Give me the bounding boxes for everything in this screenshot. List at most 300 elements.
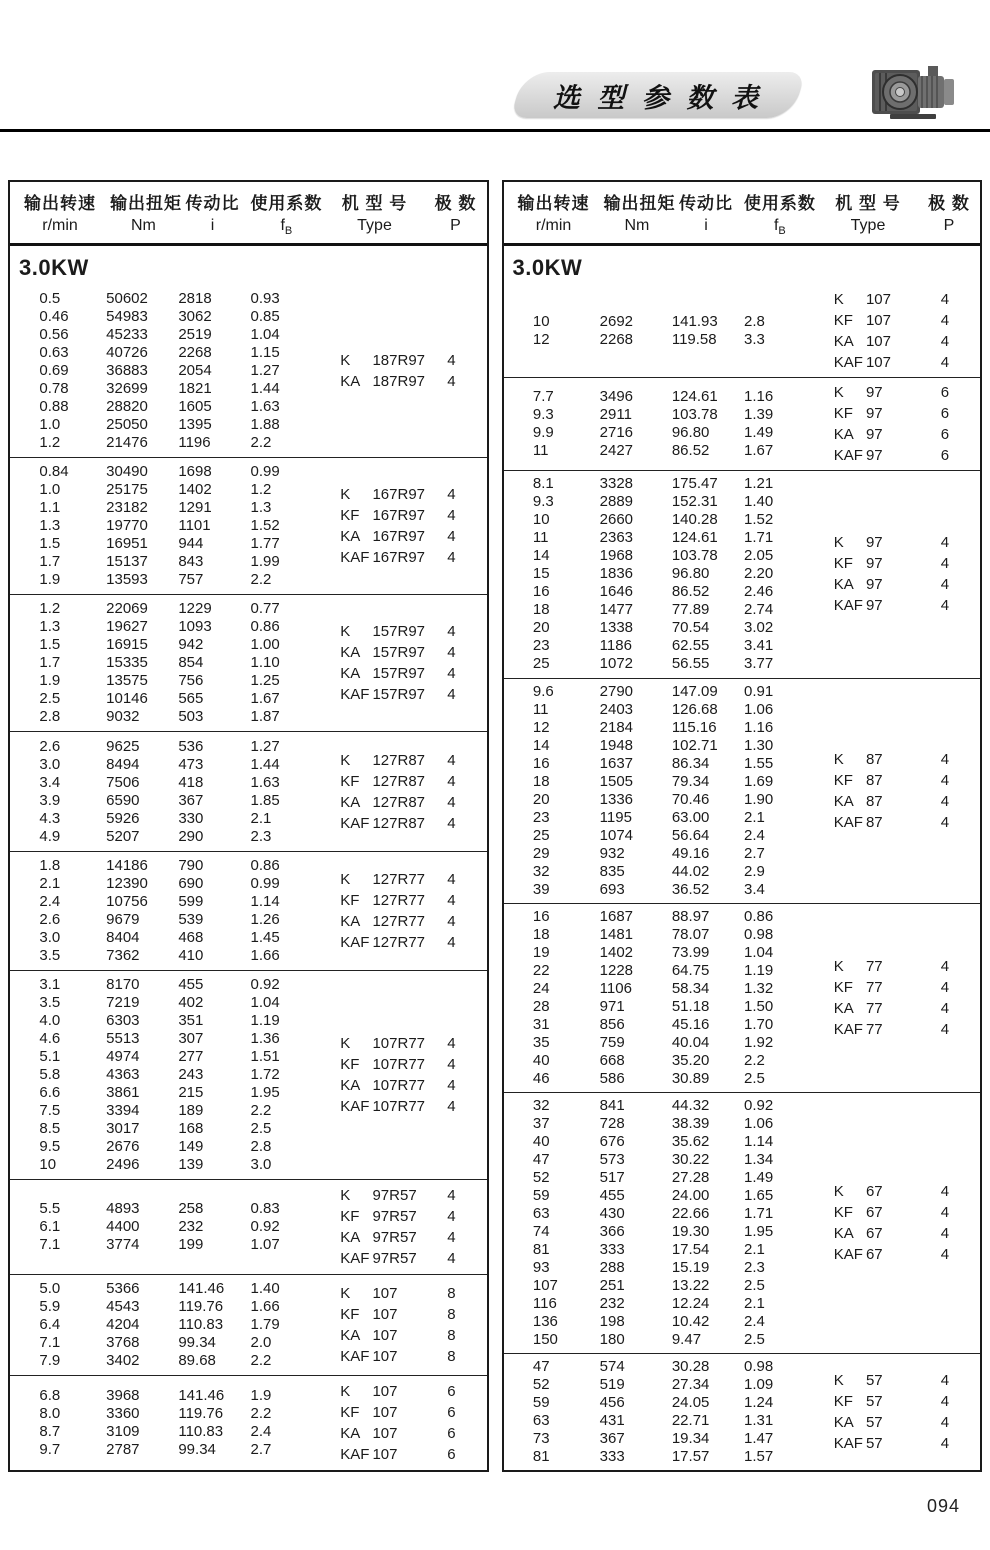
service-factor-cell: 1.87 bbox=[250, 708, 280, 726]
torque-cell: 1338 bbox=[599, 619, 634, 637]
ratio-cell: 88.97 bbox=[671, 907, 710, 925]
type-row bbox=[834, 331, 980, 352]
type-row bbox=[340, 1054, 486, 1075]
service-factor-cell: 0.99 bbox=[250, 463, 280, 481]
speed-cell: 31 bbox=[532, 1015, 550, 1033]
ratio-cell: 418 bbox=[178, 773, 204, 791]
ratio-cell: 58.34 bbox=[671, 979, 710, 997]
type-model: 87 bbox=[865, 792, 883, 810]
type-prefix: KF bbox=[340, 891, 360, 909]
type-rows bbox=[834, 1181, 980, 1265]
type-prefix: KAF bbox=[340, 1347, 370, 1365]
type-model: 107 bbox=[372, 1445, 398, 1463]
service-factor-cell: 0.99 bbox=[250, 874, 280, 892]
ratio-cell: 30.22 bbox=[671, 1150, 710, 1168]
speed-cell: 7.5 bbox=[39, 1101, 61, 1119]
type-prefix: KA bbox=[833, 999, 854, 1017]
torque-cell: 8404 bbox=[106, 928, 140, 946]
speed-cell: 59 bbox=[532, 1186, 550, 1204]
power-label: 3.0KW bbox=[19, 255, 89, 281]
type-prefix: KAF bbox=[340, 814, 370, 832]
service-factor-cell: 2.2 bbox=[250, 434, 272, 452]
type-row bbox=[340, 663, 486, 684]
service-factor-cell: 1.09 bbox=[744, 1375, 774, 1393]
torque-cell: 3017 bbox=[106, 1119, 140, 1137]
type-row bbox=[834, 310, 980, 331]
data-row bbox=[39, 1048, 340, 1066]
torque-cell: 16951 bbox=[106, 535, 148, 553]
type-name bbox=[834, 749, 910, 770]
speed-cell: 1.8 bbox=[39, 856, 61, 874]
speed-cell: 1.7 bbox=[39, 654, 61, 672]
type-prefix: KA bbox=[833, 333, 854, 351]
type-row bbox=[834, 998, 980, 1019]
column-header-speed bbox=[504, 189, 604, 237]
torque-cell: 25050 bbox=[106, 416, 148, 434]
data-row bbox=[39, 893, 340, 911]
service-factor-cell: 2.2 bbox=[250, 1404, 272, 1422]
type-rows bbox=[340, 869, 486, 953]
torque-cell: 932 bbox=[599, 844, 625, 862]
torque-cell: 668 bbox=[599, 1051, 625, 1069]
torque-cell: 574 bbox=[599, 1357, 625, 1375]
torque-cell: 16915 bbox=[106, 636, 148, 654]
speed-cell: 5.9 bbox=[39, 1297, 61, 1315]
speed-cell: 7.1 bbox=[39, 1235, 61, 1253]
type-row bbox=[834, 532, 980, 553]
torque-cell: 6303 bbox=[106, 1011, 140, 1029]
torque-cell: 4543 bbox=[106, 1297, 140, 1315]
speed-cell: 8.7 bbox=[39, 1422, 61, 1440]
ratio-cell: 539 bbox=[178, 910, 204, 928]
data-row bbox=[39, 756, 340, 774]
type-model: 77 bbox=[865, 1020, 883, 1038]
speed-cell: 10 bbox=[39, 1155, 57, 1173]
torque-cell: 1402 bbox=[599, 943, 634, 961]
type-prefix: KAF bbox=[340, 933, 370, 951]
data-row bbox=[533, 701, 834, 719]
data-row bbox=[533, 655, 834, 673]
torque-cell: 2268 bbox=[599, 331, 634, 349]
service-factor-cell: 1.19 bbox=[744, 961, 774, 979]
service-factor-cell: 1.32 bbox=[744, 979, 774, 997]
service-factor-cell: 1.66 bbox=[250, 946, 280, 964]
speed-cell: 23 bbox=[532, 808, 550, 826]
type-prefix: K bbox=[340, 751, 351, 769]
torque-cell: 366 bbox=[599, 1222, 625, 1240]
power-label: 3.0KW bbox=[512, 255, 583, 281]
column-header-cn: 输出转速 bbox=[24, 194, 97, 213]
type-rows bbox=[340, 1033, 486, 1117]
torque-cell: 45233 bbox=[106, 326, 148, 344]
ratio-cell: 243 bbox=[178, 1065, 204, 1083]
ratio-cell: 73.99 bbox=[671, 943, 710, 961]
type-prefix: K bbox=[833, 750, 844, 768]
type-model: 167R97 bbox=[372, 507, 425, 525]
type-row bbox=[834, 956, 980, 977]
type-rows bbox=[340, 484, 486, 568]
torque-cell: 28820 bbox=[106, 398, 148, 416]
selection-tables bbox=[8, 180, 982, 1472]
type-prefix: K bbox=[833, 1182, 844, 1200]
type-name bbox=[834, 1181, 910, 1202]
type-name bbox=[340, 869, 425, 890]
type-model: 187R97 bbox=[372, 373, 425, 391]
speed-cell: 2.6 bbox=[39, 737, 61, 755]
poles-cell: 4 bbox=[447, 1097, 456, 1115]
speed-cell: 2.4 bbox=[39, 892, 61, 910]
data-row bbox=[533, 565, 834, 583]
type-prefix: KA bbox=[340, 528, 361, 546]
type-prefix: KF bbox=[340, 1403, 360, 1421]
ratio-cell: 1605 bbox=[178, 398, 212, 416]
type-row bbox=[340, 750, 486, 771]
type-model: 107 bbox=[372, 1284, 398, 1302]
service-factor-cell: 2.1 bbox=[744, 1294, 765, 1312]
torque-cell: 36883 bbox=[106, 362, 148, 380]
type-name bbox=[834, 1244, 910, 1265]
data-row bbox=[39, 636, 340, 654]
torque-cell: 430 bbox=[599, 1204, 625, 1222]
torque-cell: 15137 bbox=[106, 553, 148, 571]
type-rows bbox=[340, 621, 486, 705]
service-factor-cell: 1.26 bbox=[250, 910, 280, 928]
type-name bbox=[340, 371, 425, 392]
speed-cell: 3.4 bbox=[39, 773, 61, 791]
speed-cell: 107 bbox=[532, 1276, 558, 1294]
type-prefix: KA bbox=[833, 576, 854, 594]
speed-cell: 1.0 bbox=[39, 481, 61, 499]
service-factor-cell: 2.1 bbox=[744, 1240, 765, 1258]
data-row bbox=[39, 1066, 340, 1084]
torque-cell: 22069 bbox=[106, 600, 148, 618]
type-name bbox=[340, 547, 425, 568]
type-name bbox=[340, 663, 425, 684]
torque-cell: 1106 bbox=[599, 979, 632, 997]
speed-cell: 0.46 bbox=[39, 308, 69, 326]
poles-cell: 4 bbox=[447, 528, 456, 546]
service-factor-cell: 1.57 bbox=[744, 1447, 774, 1465]
poles-cell: 6 bbox=[940, 447, 950, 465]
type-prefix: KA bbox=[340, 793, 361, 811]
type-model: 187R97 bbox=[372, 352, 425, 370]
type-row bbox=[340, 813, 486, 834]
type-prefix: KF bbox=[833, 1203, 853, 1221]
type-row bbox=[340, 642, 486, 663]
table-block bbox=[10, 1274, 487, 1375]
speed-cell: 25 bbox=[532, 655, 550, 673]
type-prefix: K bbox=[340, 1186, 351, 1204]
torque-cell: 25175 bbox=[106, 481, 148, 499]
torque-cell: 856 bbox=[599, 1015, 625, 1033]
data-row bbox=[39, 398, 340, 416]
data-row bbox=[39, 1316, 340, 1334]
ratio-cell: 119.76 bbox=[178, 1297, 224, 1315]
poles-cell: 4 bbox=[447, 933, 456, 951]
type-model: 127R77 bbox=[372, 933, 425, 951]
data-rows bbox=[10, 463, 340, 589]
torque-cell: 2363 bbox=[599, 529, 634, 547]
service-factor-cell: 2.5 bbox=[744, 1276, 765, 1294]
speed-cell: 0.84 bbox=[39, 463, 69, 481]
poles-cell: 6 bbox=[447, 1382, 456, 1400]
type-rows bbox=[834, 289, 980, 373]
ratio-cell: 141.93 bbox=[671, 313, 718, 331]
type-model: 67 bbox=[865, 1224, 883, 1242]
data-row bbox=[533, 313, 834, 331]
poles-cell: 4 bbox=[940, 813, 950, 831]
ratio-cell: 175.47 bbox=[671, 475, 718, 493]
type-model: 77 bbox=[865, 999, 883, 1017]
column-header-cn: 传动比 bbox=[679, 194, 733, 213]
type-name bbox=[834, 310, 910, 331]
data-row bbox=[533, 493, 834, 511]
type-row bbox=[340, 792, 486, 813]
type-model: 97R57 bbox=[372, 1186, 417, 1204]
type-name bbox=[834, 998, 910, 1019]
speed-cell: 8.5 bbox=[39, 1119, 61, 1137]
type-model: 127R77 bbox=[372, 870, 425, 888]
type-model: 107 bbox=[372, 1424, 398, 1442]
type-prefix: K bbox=[833, 384, 844, 402]
speed-cell: 1.7 bbox=[39, 553, 61, 571]
type-prefix: KF bbox=[833, 978, 853, 996]
service-factor-cell: 1.88 bbox=[250, 416, 280, 434]
service-factor-cell: 0.92 bbox=[250, 1217, 280, 1235]
ratio-cell: 115.16 bbox=[671, 718, 717, 736]
table-block bbox=[504, 1092, 981, 1353]
parameter-table-right bbox=[502, 180, 983, 1472]
speed-cell: 12 bbox=[532, 718, 550, 736]
data-row bbox=[39, 600, 340, 618]
type-model: 107R77 bbox=[372, 1034, 425, 1052]
speed-cell: 37 bbox=[532, 1114, 550, 1132]
ratio-cell: 277 bbox=[178, 1047, 204, 1065]
torque-cell: 2692 bbox=[599, 313, 634, 331]
speed-cell: 18 bbox=[532, 925, 550, 943]
ratio-cell: 455 bbox=[178, 975, 204, 993]
service-factor-cell: 2.8 bbox=[744, 313, 765, 331]
data-rows bbox=[10, 1200, 340, 1254]
ratio-cell: 1291 bbox=[178, 499, 212, 517]
service-factor-cell: 1.21 bbox=[744, 475, 774, 493]
service-factor-cell: 1.06 bbox=[744, 1114, 774, 1132]
torque-cell: 676 bbox=[599, 1132, 625, 1150]
type-model: 77 bbox=[865, 957, 883, 975]
service-factor-cell: 1.71 bbox=[744, 529, 774, 547]
type-name bbox=[834, 403, 910, 424]
type-name bbox=[340, 1185, 416, 1206]
table-block bbox=[504, 903, 981, 1092]
type-rows bbox=[834, 1370, 980, 1454]
type-prefix: KA bbox=[340, 373, 361, 391]
service-factor-cell: 1.44 bbox=[250, 380, 280, 398]
type-model: 57 bbox=[865, 1392, 883, 1410]
service-factor-cell: 1.67 bbox=[250, 690, 280, 708]
column-header-unit: Type bbox=[357, 217, 392, 234]
type-name bbox=[834, 331, 910, 352]
torque-cell: 8494 bbox=[106, 755, 140, 773]
type-model: 127R87 bbox=[372, 793, 425, 811]
torque-cell: 3109 bbox=[106, 1422, 140, 1440]
poles-cell: 6 bbox=[940, 405, 950, 423]
ratio-cell: 79.34 bbox=[671, 772, 710, 790]
speed-cell: 5.0 bbox=[39, 1279, 61, 1297]
ratio-cell: 1196 bbox=[178, 434, 211, 452]
data-row bbox=[39, 463, 340, 481]
type-prefix: KA bbox=[340, 912, 361, 930]
data-row bbox=[39, 911, 340, 929]
poles-cell: 4 bbox=[447, 486, 456, 504]
speed-cell: 63 bbox=[532, 1411, 550, 1429]
speed-cell: 29 bbox=[532, 844, 550, 862]
torque-cell: 2496 bbox=[106, 1155, 140, 1173]
type-prefix: K bbox=[340, 1284, 351, 1302]
type-name bbox=[340, 1381, 416, 1402]
type-row bbox=[340, 1185, 486, 1206]
ratio-cell: 258 bbox=[178, 1199, 204, 1217]
data-row bbox=[533, 637, 834, 655]
ratio-cell: 126.68 bbox=[671, 700, 718, 718]
type-model: 107 bbox=[372, 1305, 398, 1323]
ratio-cell: 110.83 bbox=[178, 1422, 224, 1440]
service-factor-cell: 1.95 bbox=[250, 1083, 280, 1101]
torque-cell: 6590 bbox=[106, 791, 140, 809]
speed-cell: 3.0 bbox=[39, 755, 61, 773]
type-model: 67 bbox=[865, 1182, 883, 1200]
poles-cell: 4 bbox=[940, 333, 950, 351]
ratio-cell: 942 bbox=[178, 636, 204, 654]
type-name bbox=[340, 1248, 416, 1269]
ratio-cell: 140.28 bbox=[671, 511, 718, 529]
torque-cell: 2676 bbox=[106, 1137, 140, 1155]
speed-cell: 8.0 bbox=[39, 1404, 61, 1422]
type-name bbox=[834, 574, 910, 595]
torque-cell: 13575 bbox=[106, 672, 148, 690]
type-name bbox=[834, 812, 910, 833]
speed-cell: 81 bbox=[532, 1447, 550, 1465]
torque-cell: 3968 bbox=[106, 1386, 140, 1404]
torque-cell: 8170 bbox=[106, 975, 140, 993]
poles-cell: 4 bbox=[447, 870, 456, 888]
type-prefix: KA bbox=[340, 1326, 361, 1344]
ratio-cell: 2268 bbox=[178, 344, 212, 362]
data-row bbox=[533, 1394, 834, 1412]
type-name bbox=[340, 684, 425, 705]
ratio-cell: 44.32 bbox=[671, 1096, 710, 1114]
service-factor-cell: 1.70 bbox=[744, 1015, 774, 1033]
type-name bbox=[340, 890, 425, 911]
type-prefix: KA bbox=[340, 665, 361, 683]
ratio-cell: 35.62 bbox=[671, 1132, 710, 1150]
poles-cell: 4 bbox=[447, 686, 456, 704]
column-header-unit: r/min bbox=[42, 217, 78, 234]
speed-cell: 24 bbox=[532, 979, 550, 997]
torque-cell: 288 bbox=[599, 1258, 625, 1276]
torque-cell: 971 bbox=[599, 997, 625, 1015]
poles-cell: 8 bbox=[447, 1305, 456, 1323]
table-blocks bbox=[10, 285, 487, 1470]
data-rows bbox=[504, 1097, 834, 1349]
type-name bbox=[340, 813, 425, 834]
poles-cell: 4 bbox=[940, 576, 950, 594]
torque-cell: 367 bbox=[599, 1429, 625, 1447]
speed-cell: 39 bbox=[532, 880, 550, 898]
table-header bbox=[504, 182, 981, 246]
torque-cell: 1477 bbox=[599, 601, 634, 619]
type-row bbox=[834, 749, 980, 770]
column-header-speed bbox=[10, 189, 110, 237]
torque-cell: 2716 bbox=[599, 424, 634, 442]
torque-cell: 9032 bbox=[106, 708, 140, 726]
speed-cell: 3.1 bbox=[39, 975, 61, 993]
speed-cell: 20 bbox=[532, 790, 550, 808]
data-row bbox=[39, 1084, 340, 1102]
torque-cell: 519 bbox=[599, 1375, 625, 1393]
poles-cell: 6 bbox=[940, 426, 950, 444]
data-row bbox=[39, 1334, 340, 1352]
speed-cell: 9.3 bbox=[532, 406, 554, 424]
ratio-cell: 12.24 bbox=[671, 1294, 710, 1312]
service-factor-cell: 0.83 bbox=[250, 1199, 280, 1217]
torque-cell: 4204 bbox=[106, 1315, 140, 1333]
column-header-type bbox=[324, 189, 424, 237]
data-row bbox=[39, 708, 340, 726]
page-number: 094 bbox=[926, 1496, 960, 1516]
type-rows bbox=[340, 750, 486, 834]
torque-cell: 54983 bbox=[106, 308, 148, 326]
ratio-cell: 307 bbox=[178, 1029, 204, 1047]
ratio-cell: 45.16 bbox=[671, 1015, 710, 1033]
type-model: 87 bbox=[865, 813, 883, 831]
data-row bbox=[533, 424, 834, 442]
column-header-cn: 传动比 bbox=[185, 194, 240, 213]
column-header-type bbox=[818, 189, 918, 237]
type-name bbox=[340, 1227, 416, 1248]
type-prefix: KF bbox=[833, 405, 853, 423]
type-model: 97R57 bbox=[372, 1207, 417, 1225]
column-header-unit: i bbox=[704, 217, 708, 234]
type-name bbox=[340, 1444, 416, 1465]
torque-cell: 10756 bbox=[106, 892, 148, 910]
torque-cell: 180 bbox=[599, 1330, 625, 1348]
service-factor-cell: 2.1 bbox=[250, 809, 272, 827]
poles-cell: 6 bbox=[447, 1445, 456, 1463]
type-name bbox=[340, 771, 425, 792]
type-prefix: KA bbox=[833, 792, 854, 810]
type-row bbox=[340, 1096, 486, 1117]
ratio-cell: 70.54 bbox=[671, 619, 710, 637]
type-name bbox=[340, 484, 425, 505]
data-row bbox=[533, 529, 834, 547]
data-rows bbox=[504, 475, 834, 673]
speed-cell: 16 bbox=[532, 907, 550, 925]
torque-cell: 7219 bbox=[106, 993, 140, 1011]
torque-cell: 1646 bbox=[599, 583, 634, 601]
data-row bbox=[39, 1138, 340, 1156]
type-row bbox=[340, 932, 486, 953]
torque-cell: 1687 bbox=[599, 907, 634, 925]
data-row bbox=[39, 1200, 340, 1218]
type-rows bbox=[834, 532, 980, 616]
ratio-cell: 22.71 bbox=[671, 1411, 710, 1429]
torque-cell: 1836 bbox=[599, 565, 634, 583]
ratio-cell: 86.34 bbox=[671, 754, 710, 772]
type-row bbox=[340, 771, 486, 792]
ratio-cell: 119.58 bbox=[671, 331, 717, 349]
service-factor-cell: 2.7 bbox=[250, 1440, 272, 1458]
service-factor-cell: 1.63 bbox=[250, 773, 280, 791]
